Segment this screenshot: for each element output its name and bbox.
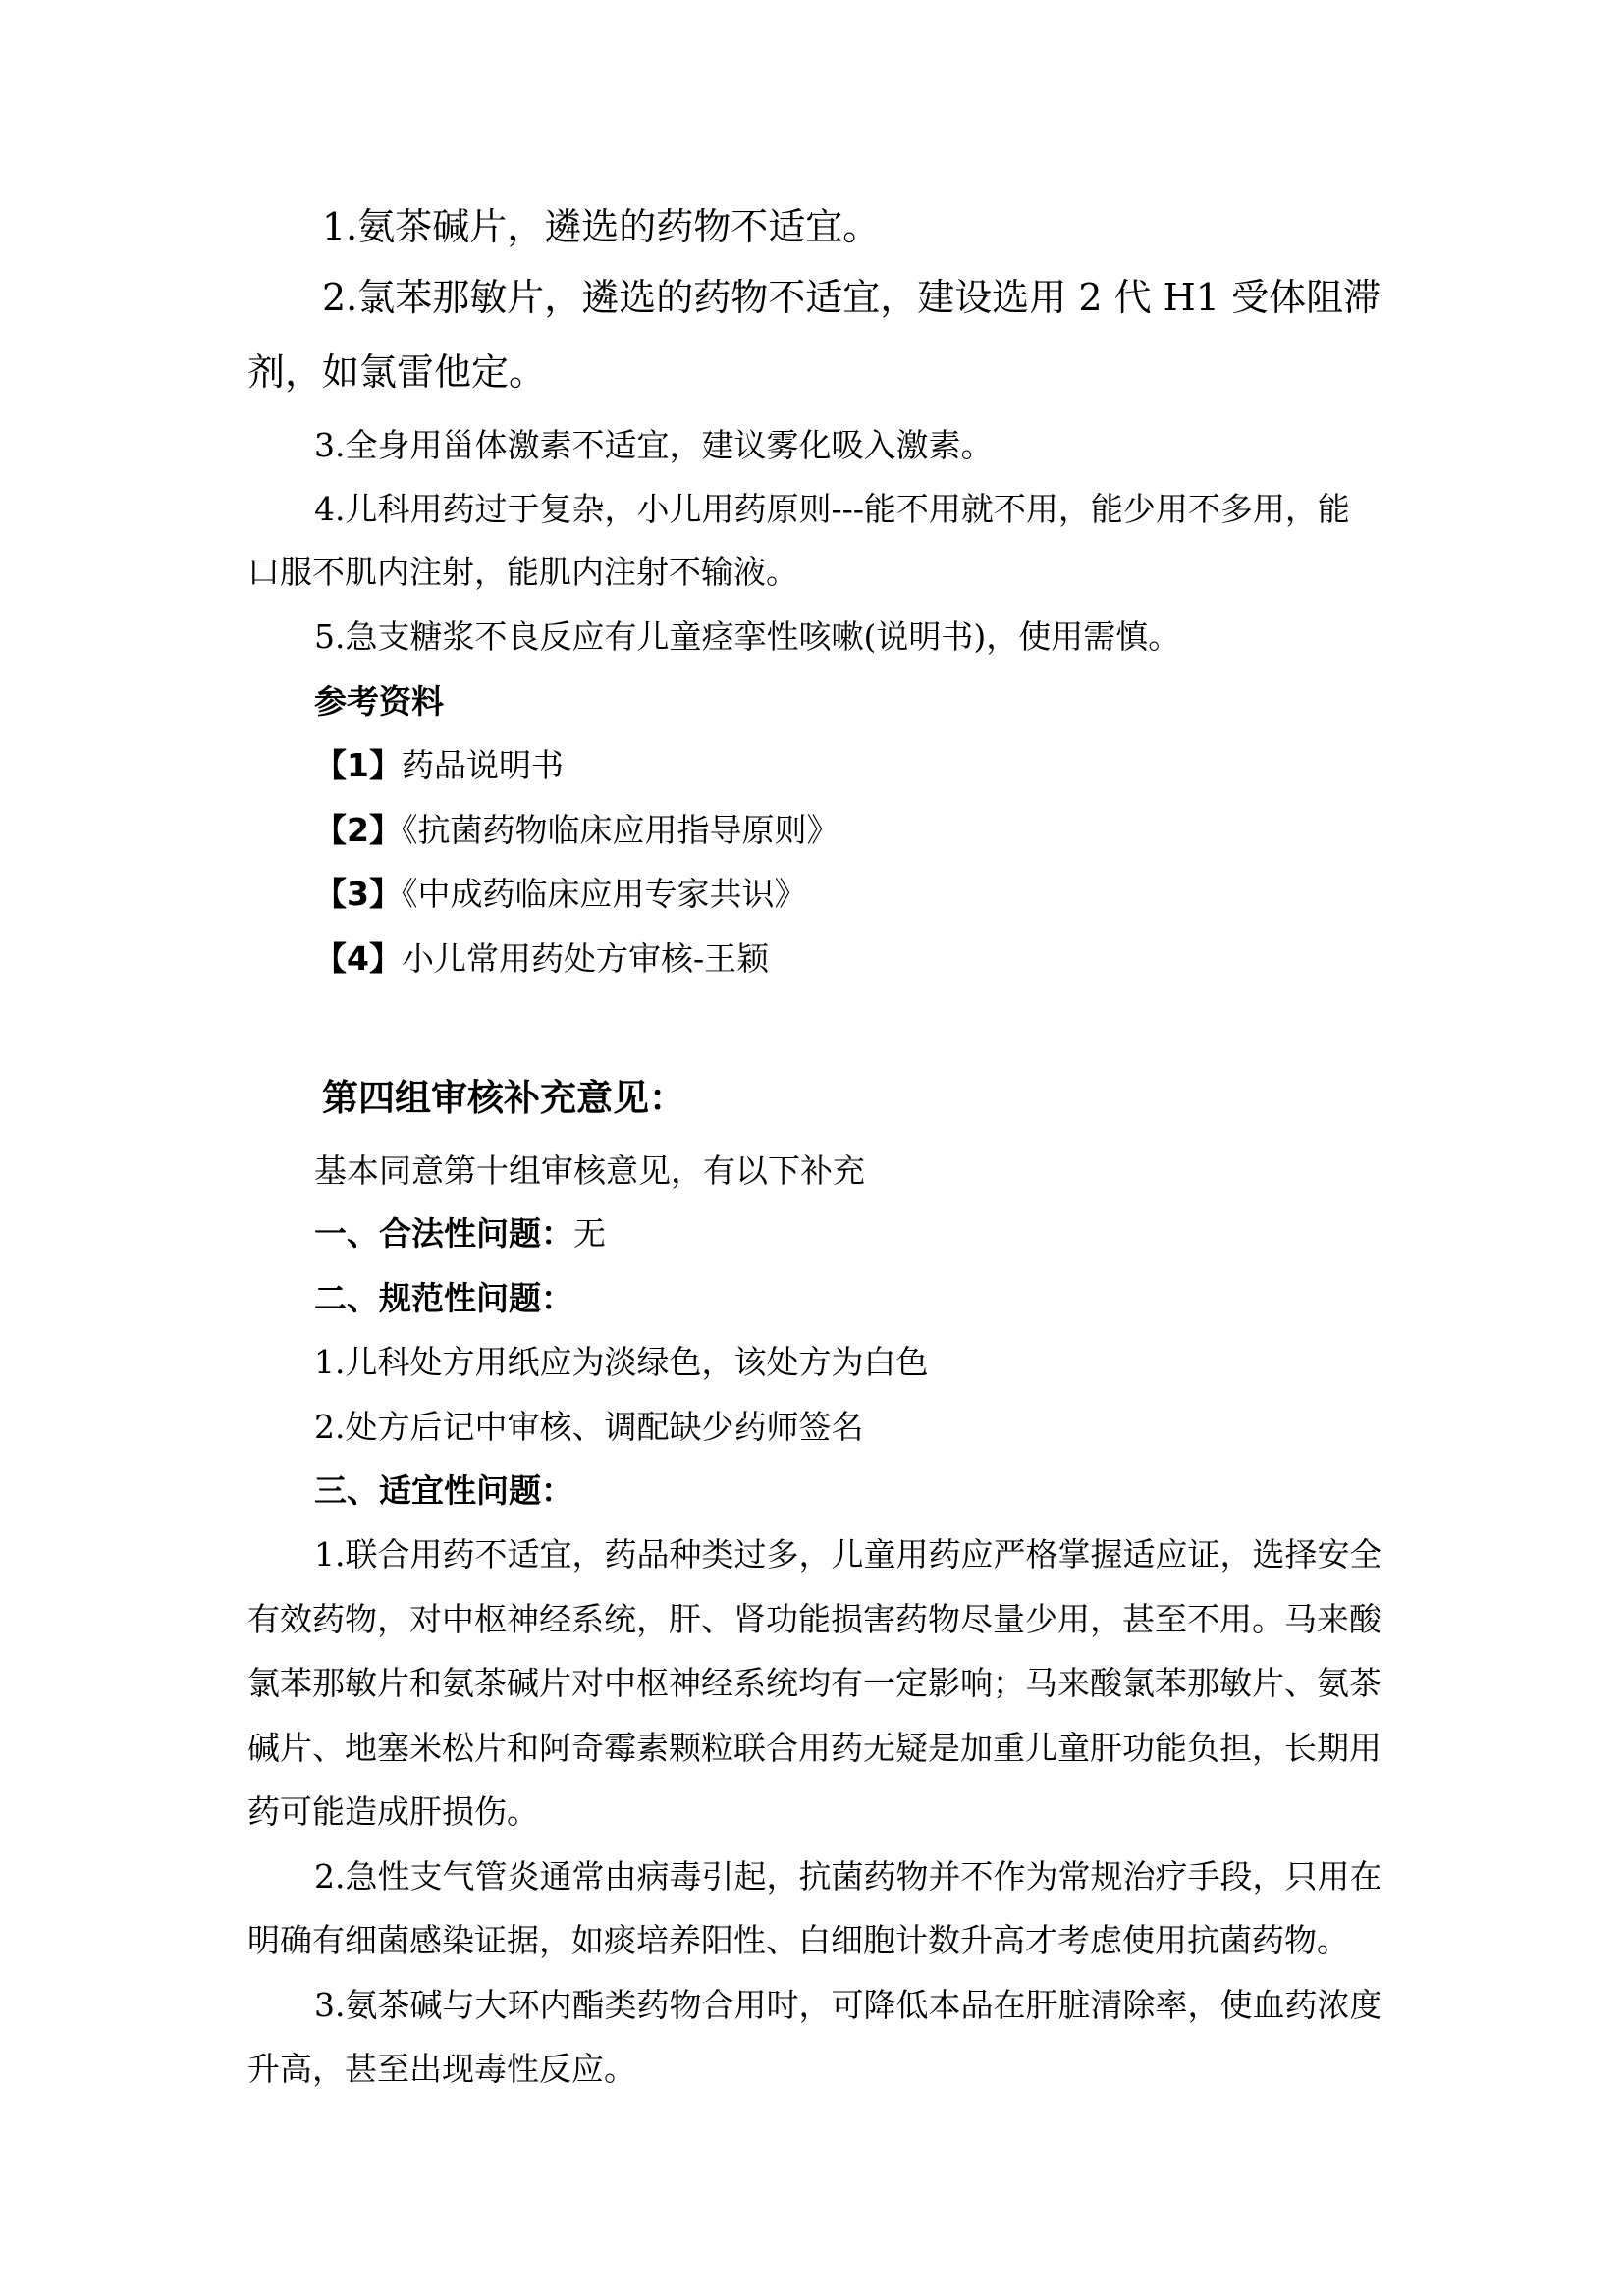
normative-item-2: 2.处方后记中审核、调配缺少药师签名 (314, 1408, 864, 1446)
suitability-2-line-1: 2.急性支气管炎通常由病毒引起，抗菌药物并不作为常规治疗手段，只用在 (314, 1857, 1382, 1896)
reference-item-1 (314, 746, 564, 784)
suitability-2-line-2: 明确有细菌感染证据，如痰培养阳性、白细胞计数升高才考虑使用抗菌药物。 (247, 1921, 1349, 1959)
suitability-1-line-2: 有效药物，对中枢神经系统，肝、肾功能损害药物尽量少用，甚至不用。马来酸 (247, 1600, 1381, 1638)
group4-intro: 基本同意第十组审核意见，有以下补充 (314, 1151, 865, 1190)
suitability-1-line-3: 氯苯那敏片和氨茶碱片对中枢神经系统均有一定影响；马来酸氯苯那敏片、氨茶 (247, 1664, 1381, 1702)
item-3: 3.全身用甾体激素不适宜，建议雾化吸入激素。 (314, 426, 994, 464)
reference-number: 【4】 (314, 939, 402, 978)
reference-number: 【3】 (314, 875, 402, 913)
suitability-1-line-1: 1.联合用药不适宜，药品种类过多，儿童用药应严格掌握适应证，选择安全 (314, 1535, 1382, 1574)
legality-row (314, 1214, 606, 1253)
group4-title: 第四组审核补充意见： (322, 1077, 685, 1119)
legality-value: 无 (573, 1214, 606, 1253)
legality-label: 一、合法性问题： (314, 1214, 573, 1253)
item-4-line-2: 口服不肌内注射，能肌内注射不输液。 (247, 553, 798, 591)
references-heading: 参考资料 (314, 682, 444, 721)
reference-number: 【2】 (314, 811, 402, 849)
item-5: 5.急支糖浆不良反应有儿童痉挛性咳嗽(说明书)，使用需慎。 (314, 617, 1181, 656)
reference-text: 药品说明书 (401, 746, 564, 784)
item-2-line-2: 剂，如氯雷他定。 (247, 350, 547, 394)
item-2-line-1: 2.氯苯那敏片，遴选的药物不适宜，建设选用 2 代 H1 受体阻滞 (322, 276, 1381, 319)
reference-text: 《中成药临床应用专家共识》 (401, 875, 807, 913)
reference-text: 《抗菌药物临床应用指导原则》 (401, 811, 839, 849)
item-1: 1.氨茶碱片，遴选的药物不适宜。 (322, 205, 881, 248)
reference-text: 小儿常用药处方审核-王颖 (401, 939, 770, 978)
reference-item-2 (314, 811, 839, 849)
normative-item-1: 1.儿科处方用纸应为淡绿色，该处方为白色 (314, 1343, 929, 1381)
normative-label: 二、规范性问题： (314, 1279, 573, 1317)
reference-item-3 (314, 875, 807, 913)
item-4-line-1: 4.儿科用药过于复杂，小儿用药原则---能不用就不用，能少用不多用，能 (314, 490, 1350, 528)
suitability-3-line-1: 3.氨茶碱与大环内酯类药物合用时，可降低本品在肝脏清除率，使血药浓度 (314, 1986, 1382, 2024)
reference-item-4 (314, 939, 770, 978)
suitability-1-line-4: 碱片、地塞米松片和阿奇霉素颗粒联合用药无疑是加重儿童肝功能负担，长期用 (247, 1729, 1381, 1767)
reference-number: 【1】 (314, 746, 402, 784)
suitability-label: 三、适宜性问题： (314, 1471, 573, 1510)
suitability-3-line-2: 升高，甚至出现毒性反应。 (247, 2050, 636, 2088)
suitability-1-line-5: 药可能造成肝损伤。 (247, 1792, 539, 1831)
